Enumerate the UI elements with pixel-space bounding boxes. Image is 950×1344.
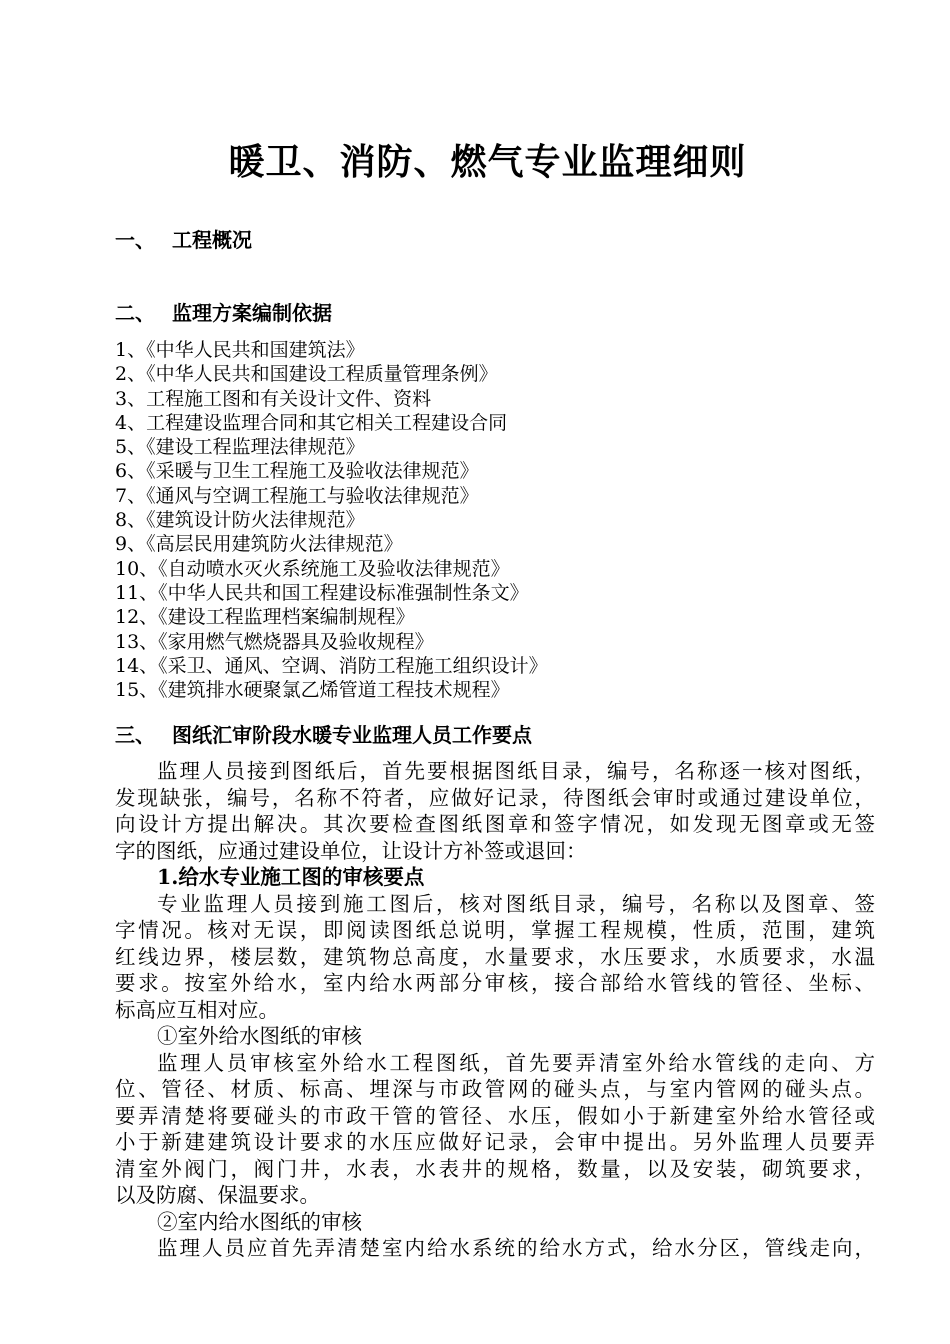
paragraph-line: 清室外阀门，阀门井，水表，水表井的规格，数量，以及安装，砌筑要求， [115, 1156, 875, 1181]
paragraph-line: 字情况。核对无误，即阅读图纸总说明，掌握工程规模，性质，范围，建筑 [115, 918, 875, 942]
paragraph-line: 位、管径、材质、标高、埋深与市政管网的碰头点，与室内管网的碰头点。 [115, 1077, 875, 1101]
reference-item: 6、《采暖与卫生工程施工及验收法律规范》 [115, 460, 479, 483]
reference-item: 14、《采卫、通风、空调、消防工程施工组织设计》 [115, 654, 548, 677]
document-title: 暖卫、消防、燃气专业监理细则 [228, 141, 747, 183]
paragraph-line: 专业监理人员接到施工图后，核对图纸目录，编号，名称以及图章、签 [157, 891, 875, 916]
paragraph-line: 要弄清楚将要碰头的市政干管的管径、水压，假如小于新建室外给水管径或 [115, 1103, 875, 1128]
paragraph-line: 监理人员应首先弄清楚室内给水系统的给水方式，给水分区，管线走向， [157, 1236, 875, 1260]
section-3-body [115, 758, 875, 1262]
section-3-heading [115, 722, 532, 748]
reference-item: 13、《家用燃气燃烧器具及验收规程》 [115, 630, 434, 653]
paragraph-line: 标高应互相对应。 [115, 997, 279, 1022]
paragraph-line: 红线边界，楼层数，建筑物总高度，水量要求，水压要求，水质要求，水温 [115, 944, 875, 969]
paragraph-line: 以及防腐、保温要求。 [115, 1183, 320, 1207]
subsection-title: 1.给水专业施工图的审核要点 [157, 865, 425, 889]
reference-item: 1、《中华人民共和国建筑法》 [115, 339, 365, 361]
paragraph-line: 小于新建建筑设计要求的水压应做好记录，会审中提出。另外监理人员要弄 [115, 1130, 875, 1154]
paragraph-line: 字的图纸，应通过建设单位，让设计方补签或退回： [115, 838, 587, 863]
section-2-heading [115, 300, 332, 326]
section-3-title: 图纸汇审阶段水暖专业监理人员工作要点 [172, 723, 532, 747]
reference-item: 4、工程建设监理合同和其它相关工程建设合同 [115, 411, 508, 434]
reference-item: 12、《建设工程监理档案编制规程》 [115, 606, 415, 629]
reference-list [115, 338, 548, 702]
section-3-number: 三、 [115, 723, 155, 747]
subsection-title: ②室内给水图纸的审核 [157, 1209, 362, 1234]
reference-item: 15、《建筑排水硬聚氯乙烯管道工程技术规程》 [115, 679, 510, 702]
section-1-title: 工程概况 [172, 228, 252, 252]
reference-item: 2、《中华人民共和国建设工程质量管理条例》 [115, 363, 498, 386]
reference-item: 5、《建设工程监理法律规范》 [115, 436, 365, 459]
reference-item: 10、《自动喷水灭火系统施工及验收法律规范》 [115, 557, 510, 580]
paragraph-line: 要求。按室外给水，室内给水两部分审核，接合部给水管线的管径、坐标、 [115, 971, 875, 995]
section-1-number: 一、 [115, 228, 155, 252]
reference-item: 11、《中华人民共和国工程建设标准强制性条文》 [115, 581, 529, 604]
section-1-heading [115, 227, 252, 253]
reference-item: 7、《通风与空调工程施工与验收法律规范》 [115, 484, 479, 507]
paragraph-line: 监理人员接到图纸后，首先要根据图纸目录，编号，名称逐一核对图纸， [157, 759, 875, 783]
reference-item: 9、《高层民用建筑防火法律规范》 [115, 533, 403, 556]
reference-item: 3、工程施工图和有关设计文件、资料 [115, 387, 432, 410]
subsection-title: ①室外给水图纸的审核 [157, 1024, 362, 1048]
paragraph-line: 发现缺张，编号，名称不符者，应做好记录，待图纸会审时或通过建设单位， [115, 785, 875, 810]
paragraph-line: 监理人员审核室外给水工程图纸，首先要弄清室外给水管线的走向、方 [157, 1050, 875, 1075]
reference-item: 8、《建筑设计防火法律规范》 [115, 509, 365, 532]
section-2-number: 二、 [115, 301, 155, 325]
paragraph-line: 向设计方提出解决。其次要检查图纸图章和签字情况，如发现无图章或无签 [115, 812, 875, 836]
section-2-title: 监理方案编制依据 [172, 301, 332, 325]
